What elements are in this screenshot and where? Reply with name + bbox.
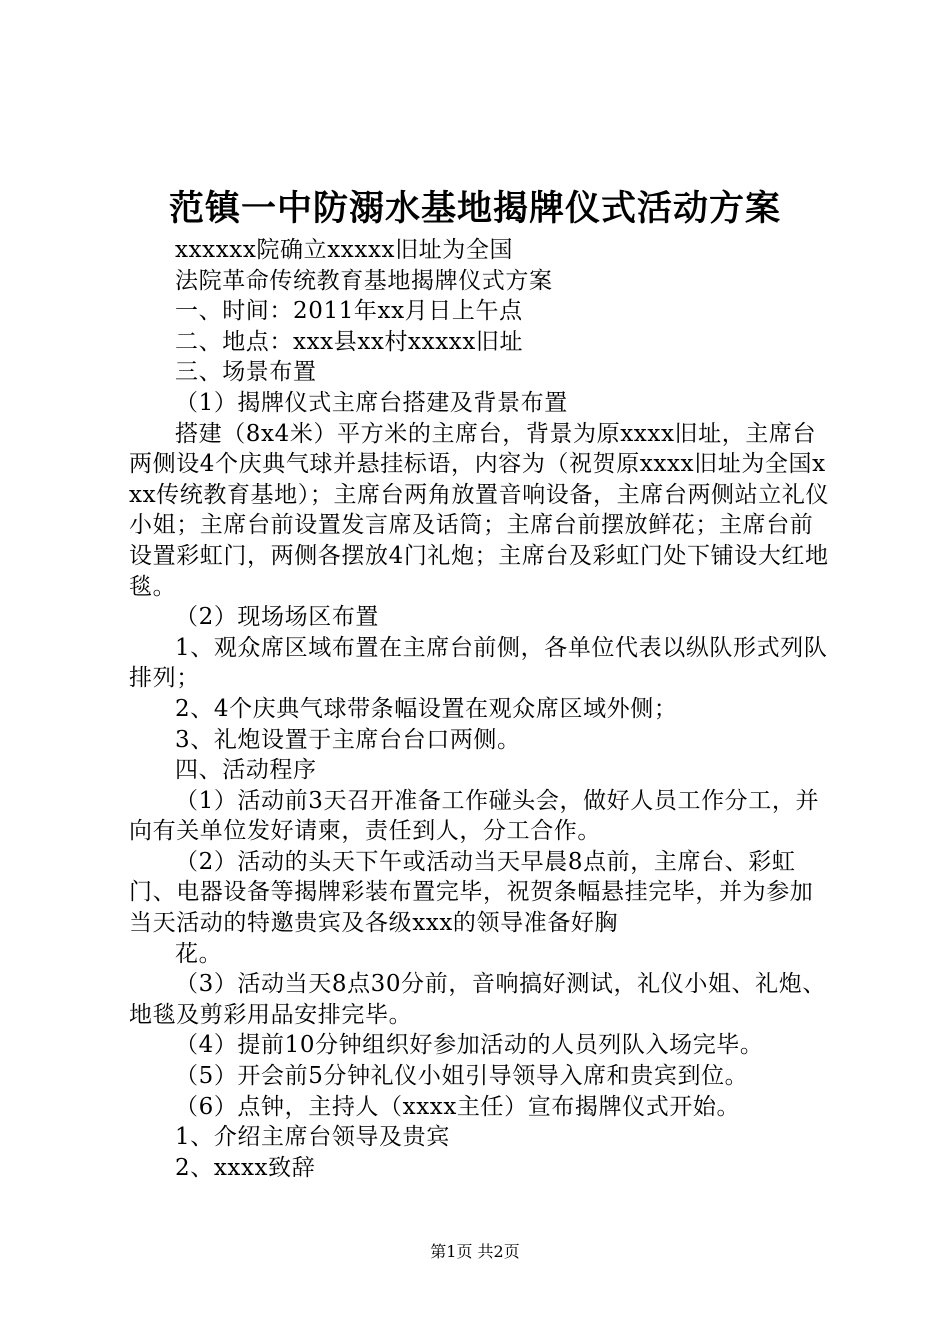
page-number-footer: 第1页 共2页 <box>430 1242 520 1261</box>
document-body <box>129 235 834 1183</box>
section-heading: 四、活动程序 <box>175 757 317 784</box>
paragraph: （1）活动前3天召开准备工作碰头会，做好人员工作分工，并向有关单位发好请柬，责任到人，分工合作。 <box>129 787 820 845</box>
paragraph: （6）点钟，主持人（xxxx主任）宣布揭牌仪式开始。 <box>175 1093 741 1120</box>
paragraph: （4）提前10分钟组织好参加活动的人员列队入场完毕。 <box>175 1032 764 1059</box>
subsection-heading: （2）现场场区布置 <box>175 604 380 631</box>
paragraph: 法院革命传统教育基地揭牌仪式方案 <box>175 267 553 294</box>
paragraph: （2）活动的头天下午或活动当天早晨8点前，主席台、彩虹门、电器设备等揭牌彩装布置完毕，祝贺条幅悬挂完毕，并为参加当天活动的特邀贵宾及各级xxx的领导准备好胸 <box>129 848 814 937</box>
paragraph: 二、地点：xxx县xx村xxxxx旧址 <box>175 328 524 355</box>
paragraph: 2、xxxx致辞 <box>175 1154 316 1181</box>
paragraph: 3、礼炮设置于主席台台口两侧。 <box>175 726 521 753</box>
paragraph: 2、4个庆典气球带条幅设置在观众席区域外侧； <box>175 695 678 722</box>
subsection-heading: （1）揭牌仪式主席台搭建及背景布置 <box>175 389 568 416</box>
section-heading: 三、场景布置 <box>175 359 317 386</box>
document-title: 范镇一中防溺水基地揭牌仪式活动方案 <box>168 188 781 229</box>
paragraph: （3）活动当天8点30分前，音响搞好测试，礼仪小姐、礼炮、地毯及剪彩用品安排完毕。 <box>129 971 826 1028</box>
paragraph: 1、介绍主席台领导及贵宾 <box>175 1124 450 1151</box>
paragraph: 花。 <box>175 940 223 967</box>
paragraph: 一、时间：2011年xx月日上午点 <box>175 298 523 325</box>
paragraph: （5）开会前5分钟礼仪小姐引导领导入席和贵宾到位。 <box>175 1063 749 1090</box>
paragraph: xxxxxx院确立xxxxx旧址为全国 <box>175 237 514 263</box>
paragraph: 搭建（8x4米）平方米的主席台，背景为原xxxx旧址，主席台两侧设4个庆典气球并悬挂标语，内容为（祝贺原xxxx旧址为全国xxx传统教育基地）；主席台两角放置音响设备，主席台两侧站立礼仪小姐；主席台前设置发言席及话筒；主席台前摆放鲜花；主席台前设置彩虹门，两侧各摆放4门礼炮；主席台及彩虹门处下铺设大红地毯。 <box>129 420 830 600</box>
paragraph: 1、观众席区域布置在主席台前侧，各单位代表以纵队形式列队排列； <box>129 634 828 692</box>
